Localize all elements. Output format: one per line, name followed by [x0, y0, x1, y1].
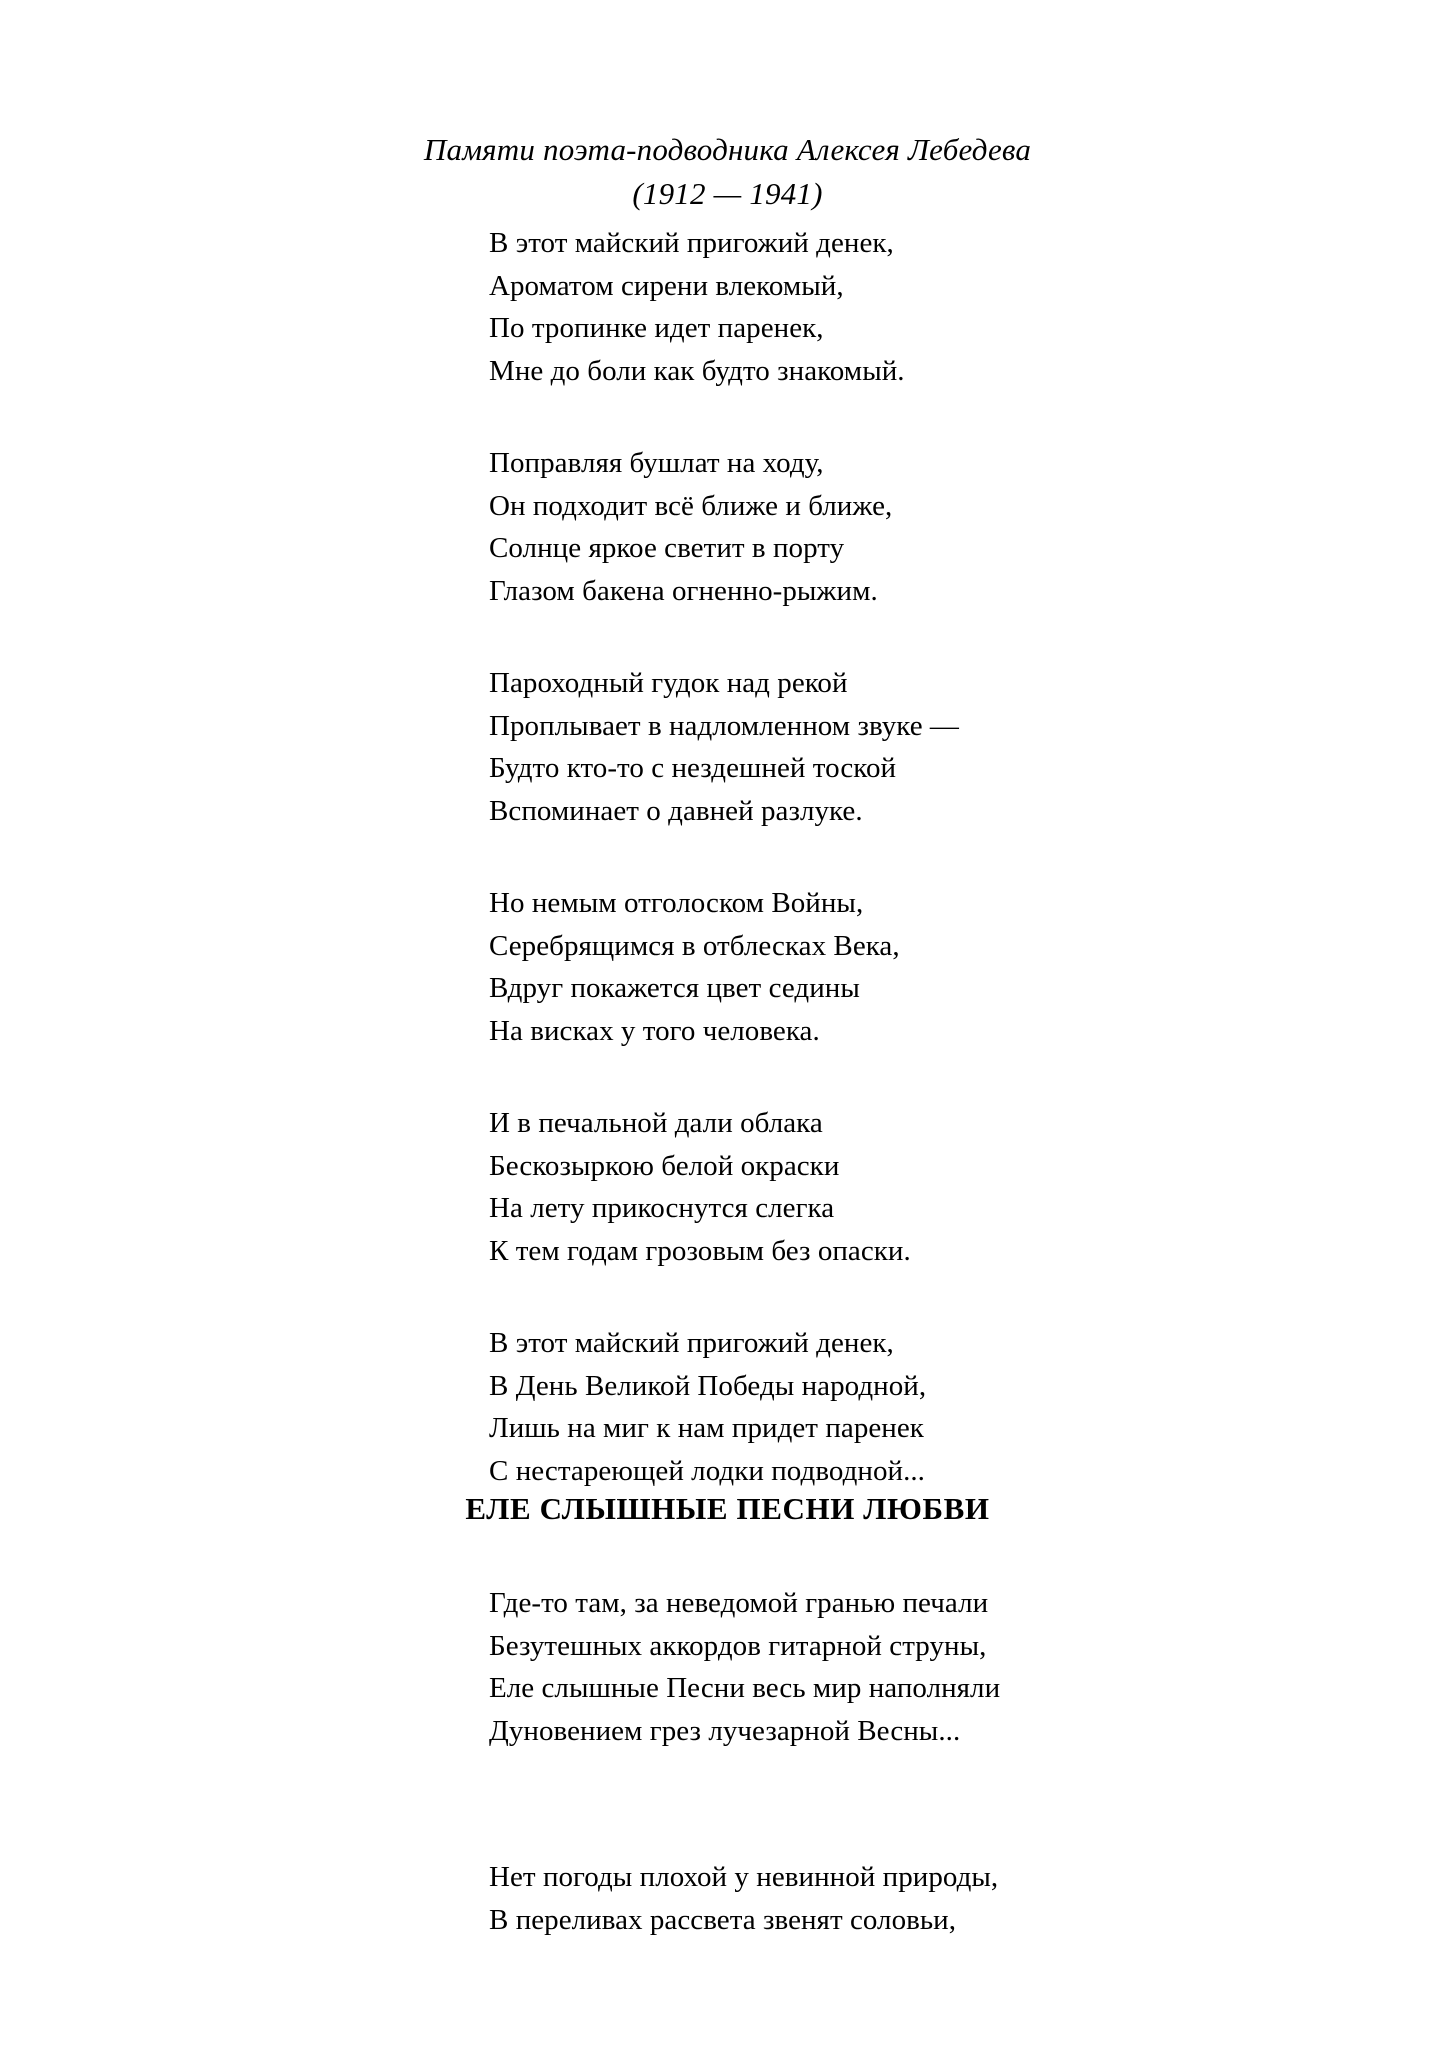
stanza: [489, 882, 1349, 1052]
dedication-block: [0, 128, 1455, 216]
poem-one-body: [489, 222, 1349, 1492]
verse-line: В День Великой Победы народной,: [489, 1369, 927, 1402]
verse-line: Серебрящимся в отблесках Века,: [489, 929, 900, 962]
verse-line: Ароматом сирени влекомый,: [489, 269, 844, 302]
verse-line: Поправляя бушлат на ходу,: [489, 447, 824, 479]
verse-line: На лету прикоснутся слегка: [489, 1192, 835, 1224]
stanza: [489, 1856, 1349, 1941]
verse-line: В этот майский пригожий денек,: [489, 227, 894, 259]
verse-line: Вспоминает о давней разлуке.: [489, 794, 863, 827]
verse-line: Еле слышные Песни весь мир наполняли: [489, 1672, 1001, 1704]
stanza: [489, 1102, 1349, 1272]
stanza: [489, 1322, 1349, 1492]
stanza: [489, 442, 1349, 612]
verse-line: К тем годам грозовым без опаски.: [489, 1234, 911, 1267]
verse-line: Но немым отголоском Войны,: [489, 887, 864, 919]
stanza: [489, 662, 1349, 832]
verse-line: Глазом бакена огненно-рыжим.: [489, 574, 878, 607]
verse-line: Он подходит всё ближе и ближе,: [489, 489, 893, 522]
poem-two-body: [489, 1582, 1349, 1941]
verse-line: Бескозыркою белой окраски: [489, 1149, 840, 1182]
dedication-line-1: Памяти поэта-подводника Алексея Лебедева: [423, 132, 1032, 167]
dedication-line-2: (1912 — 1941): [632, 176, 823, 211]
verse-line: Дуновением грез лучезарной Весны...: [489, 1714, 961, 1747]
verse-line: На висках у того человека.: [489, 1014, 820, 1047]
stanza: [489, 222, 1349, 392]
stanza: [489, 1582, 1349, 1752]
verse-line: Лишь на миг к нам придет паренек: [489, 1412, 924, 1444]
verse-line: В переливах рассвета звенят соловьи,: [489, 1903, 957, 1936]
verse-line: Нет погоды плохой у невинной природы,: [489, 1861, 999, 1893]
verse-line: Проплывает в надломленном звуке —: [489, 709, 959, 742]
verse-line: Вдруг покажется цвет седины: [489, 972, 860, 1004]
verse-line: И в печальной дали облака: [489, 1107, 823, 1139]
poem-two-heading: ЕЛЕ СЛЫШНЫЕ ПЕСНИ ЛЮБВИ: [465, 1491, 990, 1526]
verse-line: Будто кто-то с нездешней тоской: [489, 752, 897, 784]
verse-line: Пароходный гудок над рекой: [489, 667, 848, 699]
verse-line: Солнце яркое светит в порту: [489, 532, 845, 564]
verse-line: Безутешных аккордов гитарной струны,: [489, 1629, 987, 1662]
verse-line: С нестареющей лодки подводной...: [489, 1454, 925, 1487]
verse-line: Где-то там, за неведомой гранью печали: [489, 1587, 989, 1619]
verse-line: По тропинке идет паренек,: [489, 312, 824, 344]
verse-line: В этот майский пригожий денек,: [489, 1327, 894, 1359]
verse-line: Мне до боли как будто знакомый.: [489, 354, 905, 387]
